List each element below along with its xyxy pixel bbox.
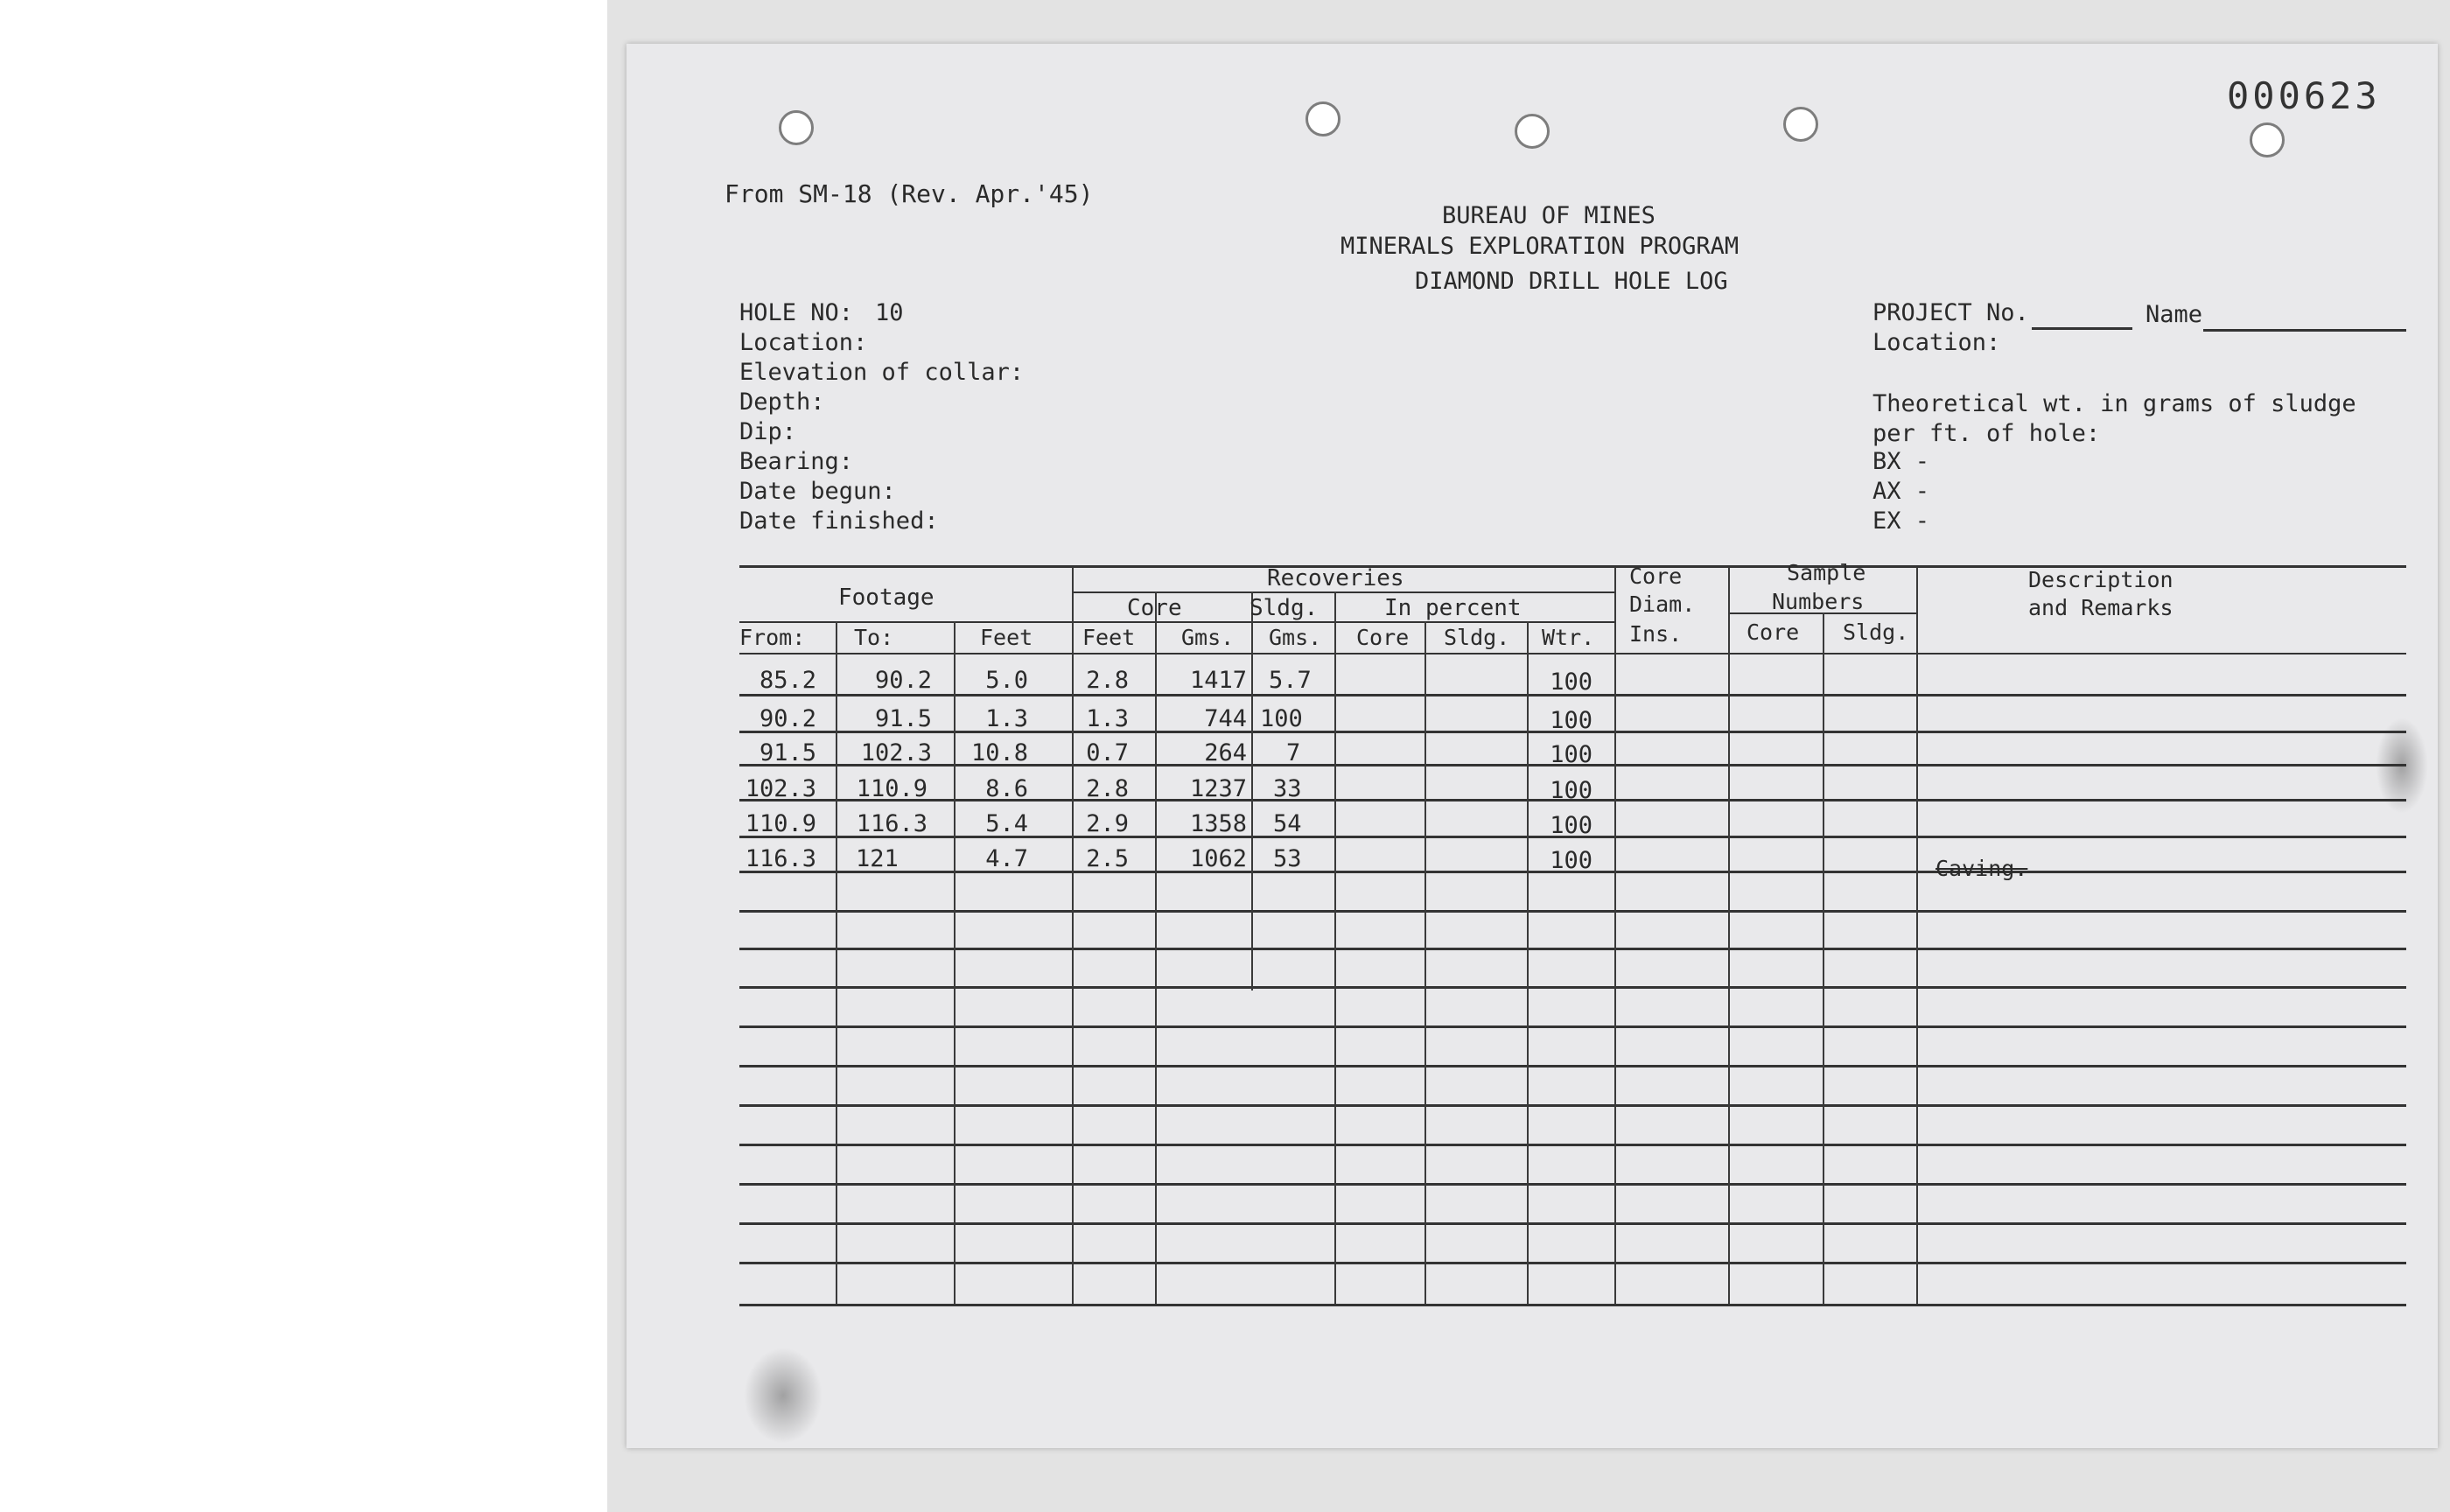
description-line-2: and Remarks xyxy=(2028,595,2174,620)
cell-sldg-gms: 7 xyxy=(1286,739,1301,766)
date-finished-label: Date finished: xyxy=(739,508,939,535)
col-line xyxy=(1916,567,1918,1304)
project-no-blank xyxy=(2032,327,2132,330)
project-no-label: PROJECT No. xyxy=(1872,299,2029,326)
ax-label: AX - xyxy=(1872,478,1930,505)
hole-no-value: 10 xyxy=(875,299,904,326)
row-line xyxy=(739,910,2406,913)
cell-wtr: 100 xyxy=(1550,777,1592,804)
cell-to: 102.3 xyxy=(860,739,932,766)
cell-core-gms: 264 xyxy=(1204,739,1247,766)
col-core-gms-header: Gms. xyxy=(1181,625,1235,650)
punch-hole xyxy=(1306,102,1340,136)
cell-core-gms: 1358 xyxy=(1189,810,1247,837)
header-line-2: MINERALS EXPLORATION PROGRAM xyxy=(1340,233,1740,260)
col-feet-header: Feet xyxy=(980,625,1033,650)
header-line-3: DIAMOND DRILL HOLE LOG xyxy=(1415,268,1728,295)
col-line xyxy=(1424,621,1426,1304)
ex-label: EX - xyxy=(1872,508,1930,535)
row-line xyxy=(739,1026,2406,1028)
cell-core-feet: 2.5 xyxy=(1086,845,1129,872)
sldg-subheader: Sldg. xyxy=(1250,595,1319,621)
punch-hole xyxy=(1515,114,1550,149)
row-line xyxy=(739,1183,2406,1186)
col-to-header: To: xyxy=(854,625,894,650)
cell-from: 102.3 xyxy=(745,775,816,802)
col-line xyxy=(1072,567,1074,1304)
smudge-mark xyxy=(744,1348,822,1444)
col-line xyxy=(1251,592,1253,990)
theoretical-line-1: Theoretical wt. in grams of sludge xyxy=(1872,390,2356,417)
header-line-1: BUREAU OF MINES xyxy=(1442,202,1656,229)
cell-core-gms: 744 xyxy=(1204,705,1247,732)
in-percent-subheader: In percent xyxy=(1384,595,1522,621)
table-bottom-border xyxy=(739,1304,2406,1306)
subheader-divider xyxy=(739,621,1614,623)
row-line xyxy=(739,1262,2406,1264)
col-sample-core-header: Core xyxy=(1746,620,1800,645)
cell-sldg-gms: 5.7 xyxy=(1269,667,1312,694)
cell-feet: 5.4 xyxy=(985,810,1028,837)
hole-no-label: HOLE NO: xyxy=(739,299,854,326)
cell-core-gms: 1237 xyxy=(1189,775,1247,802)
cell-core-gms: 1417 xyxy=(1189,667,1247,694)
col-header-bottom xyxy=(739,653,2406,654)
core-diam-line-2: Diam. xyxy=(1629,592,1696,617)
cell-sldg-gms: 53 xyxy=(1273,845,1302,872)
depth-label: Depth: xyxy=(739,388,825,416)
cell-wtr: 100 xyxy=(1550,707,1592,734)
cell-feet: 4.7 xyxy=(985,845,1028,872)
cell-feet: 5.0 xyxy=(985,667,1028,694)
dip-label: Dip: xyxy=(739,418,797,445)
col-line xyxy=(1527,621,1529,1304)
recoveries-divider xyxy=(1072,592,1614,593)
col-pct-wtr-header: Wtr. xyxy=(1542,625,1595,650)
description-line-1: Description xyxy=(2028,567,2174,592)
cell-sldg-gms: 33 xyxy=(1273,775,1302,802)
punch-hole xyxy=(1783,107,1818,142)
core-diam-line-1: Core xyxy=(1629,564,1683,589)
cell-core-feet: 0.7 xyxy=(1086,739,1129,766)
recoveries-header: Recoveries xyxy=(1267,565,1404,592)
cell-feet: 8.6 xyxy=(985,775,1028,802)
punch-hole xyxy=(779,110,814,145)
col-core-feet-header: Feet xyxy=(1082,625,1136,650)
col-line xyxy=(1334,592,1336,1304)
cell-sldg-gms: 54 xyxy=(1273,810,1302,837)
sample-line-1: Sample xyxy=(1787,560,1866,585)
row-line xyxy=(739,986,2406,989)
col-pct-core-header: Core xyxy=(1356,625,1410,650)
cell-feet: 1.3 xyxy=(985,705,1028,732)
cell-from: 91.5 xyxy=(759,739,816,766)
cell-from: 116.3 xyxy=(745,845,816,872)
cell-wtr: 100 xyxy=(1550,668,1592,696)
row-line xyxy=(739,1144,2406,1146)
cell-to: 91.5 xyxy=(874,705,932,732)
col-line xyxy=(1823,612,1824,1304)
row-line xyxy=(739,1222,2406,1225)
cell-core-gms: 1062 xyxy=(1189,845,1247,872)
name-blank xyxy=(2203,329,2406,332)
col-line xyxy=(836,621,837,1304)
row-line xyxy=(739,1104,2406,1107)
row-line xyxy=(739,1065,2406,1068)
core-diam-line-3: Ins. xyxy=(1629,621,1683,647)
theoretical-line-2: per ft. of hole: xyxy=(1872,420,2101,447)
col-line xyxy=(1728,567,1730,1304)
project-location-label: Location: xyxy=(1872,329,2001,356)
cell-remarks: Caving. xyxy=(1936,856,2028,881)
col-line xyxy=(954,621,956,1304)
cell-core-feet: 2.9 xyxy=(1086,810,1129,837)
col-sldg-gms-header: Gms. xyxy=(1269,625,1322,650)
core-subheader: Core xyxy=(1127,595,1182,621)
cell-from: 90.2 xyxy=(759,705,816,732)
cell-from: 110.9 xyxy=(745,810,816,837)
cell-feet: 10.8 xyxy=(970,739,1028,766)
cell-to: 90.2 xyxy=(874,667,932,694)
cell-core-feet: 2.8 xyxy=(1086,667,1129,694)
col-pct-sldg-header: Sldg. xyxy=(1444,625,1510,650)
cell-wtr: 100 xyxy=(1550,847,1592,874)
row-line xyxy=(739,948,2406,950)
col-sample-sldg-header: Sldg. xyxy=(1843,620,1909,645)
col-line xyxy=(1155,592,1157,1304)
cell-wtr: 100 xyxy=(1550,741,1592,768)
document-number: 000623 xyxy=(2227,74,2381,117)
elevation-label: Elevation of collar: xyxy=(739,359,1025,386)
cell-from: 85.2 xyxy=(759,667,816,694)
cell-sldg-gms: 100 xyxy=(1260,705,1303,732)
name-label: Name xyxy=(2146,301,2203,328)
cell-to: 116.3 xyxy=(856,810,928,837)
col-line xyxy=(1614,567,1616,1304)
form-id: From SM-18 (Rev. Apr.'45) xyxy=(724,179,1094,208)
cell-wtr: 100 xyxy=(1550,812,1592,839)
date-begun-label: Date begun: xyxy=(739,478,896,505)
sample-line-2: Numbers xyxy=(1772,589,1865,614)
col-from-header: From: xyxy=(739,625,806,650)
cell-core-feet: 2.8 xyxy=(1086,775,1129,802)
bx-label: BX - xyxy=(1872,448,1930,475)
location-label: Location: xyxy=(739,329,868,356)
footage-header: Footage xyxy=(838,584,934,611)
cell-to: 110.9 xyxy=(856,775,928,802)
cell-to: 121 xyxy=(856,845,899,872)
cell-core-feet: 1.3 xyxy=(1086,705,1129,732)
punch-hole xyxy=(2250,122,2285,158)
bearing-label: Bearing: xyxy=(739,448,854,475)
